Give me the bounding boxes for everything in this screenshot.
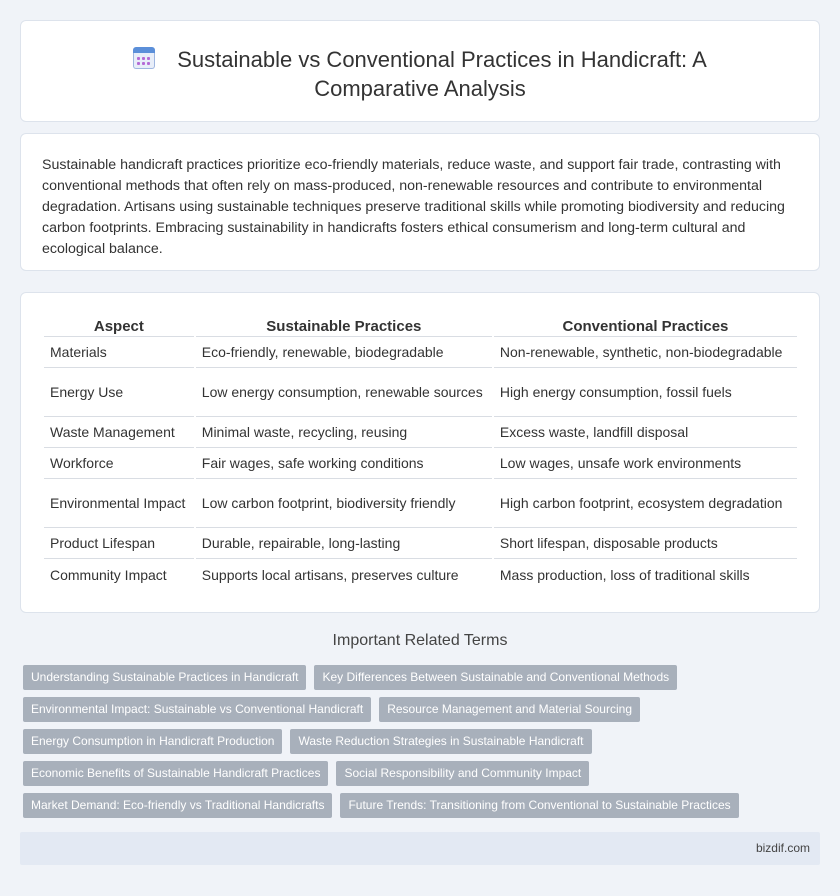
cell-sustainable: Fair wages, safe working conditions [196,448,492,479]
cell-aspect: Community Impact [50,566,167,583]
cell-sustainable: Eco-friendly, renewable, biodegradable [196,337,492,368]
cell-conventional: High energy consumption, fossil fuels [494,368,797,417]
footer [20,832,820,865]
cell-aspect: Waste Management [44,417,194,448]
related-terms-row [23,761,589,786]
cell-aspect: Workforce [44,448,194,479]
header-sustainable: Sustainable Practices [196,314,492,337]
title-line-2: Comparative Analysis [314,76,526,101]
related-terms-row [23,729,592,754]
footer-site-link[interactable]: bizdif.com [755,841,810,855]
cell-conventional: Short lifespan, disposable products [494,528,797,559]
cell-sustainable: Low carbon footprint, biodiversity friendly [196,479,492,528]
related-term-tag[interactable]: Waste Reduction Strategies in Sustainable Handicraft [290,729,591,754]
table-row [44,559,797,590]
intro-paragraph: Sustainable handicraft practices prioritize eco-friendly materials, reduce waste, and support fair trade, contrasting with conventional methods that often rely on mass-produced, non-renewable resources and contribute to environmental degradation. Artisans using sustainable techniques preserve traditional skills while promoting biodiversity and reducing carbon footprints. Embracing sustainability in handicrafts fosters ethical consumerism and long-term cultural and ecological balance. [42,157,785,257]
cell-sustainable: Supports local artisans, preserves culture [201,566,459,583]
cell-aspect: Materials [44,337,194,368]
cell-sustainable: Low energy consumption, renewable sources [196,368,492,417]
related-term-tag[interactable]: Energy Consumption in Handicraft Production [23,729,282,754]
cell-conventional: Excess waste, landfill disposal [494,417,797,448]
related-terms-row [23,665,677,690]
cell-conventional: Low wages, unsafe work environments [494,448,797,479]
comparison-table [42,314,799,590]
header-aspect: Aspect [44,314,194,337]
cell-aspect: Energy Use [44,368,194,417]
related-terms-row [23,697,640,722]
related-term-tag[interactable]: Social Responsibility and Community Impact [336,761,589,786]
related-term-tag[interactable]: Future Trends: Transitioning from Conventional to Sustainable Practices [340,793,738,818]
cell-aspect: Environmental Impact [44,479,194,528]
table-row [44,368,797,417]
table-row [44,448,797,479]
related-terms-row [23,793,739,818]
header-conventional: Conventional Practices [494,314,797,337]
table-row [44,337,797,368]
related-term-tag[interactable]: Economic Benefits of Sustainable Handicraft Practices [23,761,328,786]
cell-aspect: Product Lifespan [44,528,194,559]
cell-conventional: High carbon footprint, ecosystem degradation [494,479,797,528]
title-card [20,20,820,122]
related-term-tag[interactable]: Understanding Sustainable Practices in Handicraft [23,665,306,690]
page-title [21,45,819,103]
related-term-tag[interactable]: Resource Management and Material Sourcing [379,697,640,722]
related-term-tag[interactable]: Market Demand: Eco-friendly vs Traditional Handicrafts [23,793,332,818]
intro-card [20,133,820,271]
cell-sustainable: Durable, repairable, long-lasting [196,528,492,559]
cell-conventional: Non-renewable, synthetic, non-biodegradable [494,337,797,368]
table-row [44,417,797,448]
table-row [44,479,797,528]
cell-conventional: Mass production, loss of traditional skills [499,566,750,583]
cell-sustainable: Minimal waste, recycling, reusing [196,417,492,448]
comparison-table-card [20,292,820,613]
related-term-tag[interactable]: Key Differences Between Sustainable and Conventional Methods [314,665,677,690]
calendar-icon [133,47,155,69]
related-terms-heading: Important Related Terms [332,632,508,649]
table-row [44,528,797,559]
table-header-row [44,314,797,337]
related-term-tag[interactable]: Environmental Impact: Sustainable vs Conventional Handicraft [23,697,371,722]
title-line-1: Sustainable vs Conventional Practices in Handicraft: A [177,47,707,72]
